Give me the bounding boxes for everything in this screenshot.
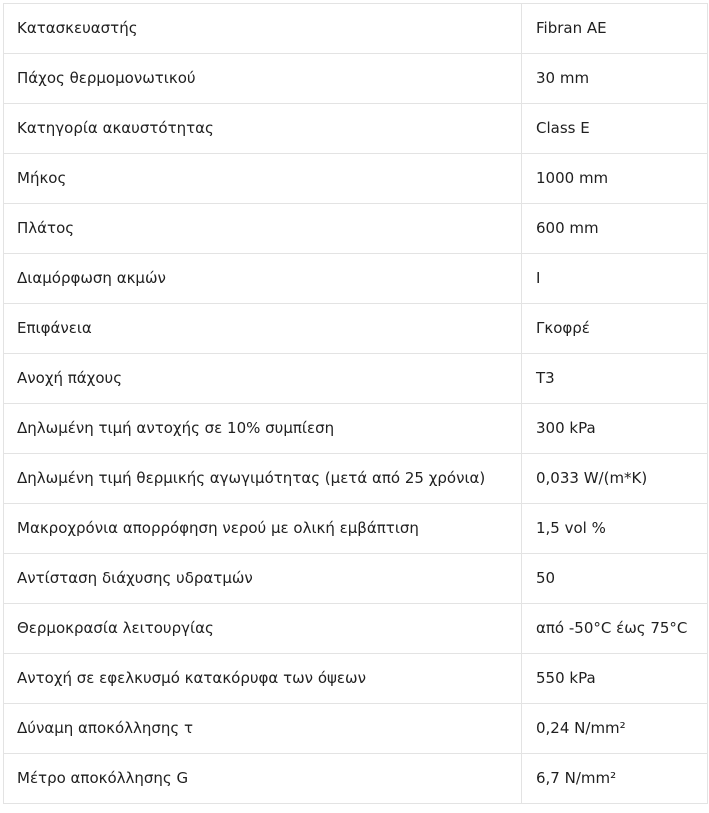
spec-label: Αντίσταση διάχυσης υδρατμών xyxy=(4,554,522,604)
spec-value: 1000 mm xyxy=(522,154,708,204)
spec-label: Ανοχή πάχους xyxy=(4,354,522,404)
spec-value: 50 xyxy=(522,554,708,604)
spec-label: Δύναμη αποκόλλησης τ xyxy=(4,704,522,754)
spec-value: 6,7 N/mm² xyxy=(522,754,708,804)
spec-value: T3 xyxy=(522,354,708,404)
table-row xyxy=(4,404,708,454)
table-row xyxy=(4,304,708,354)
table-row xyxy=(4,4,708,54)
specs-table xyxy=(3,3,708,804)
spec-value: Class E xyxy=(522,104,708,154)
spec-value: Fibran AE xyxy=(522,4,708,54)
spec-value: 30 mm xyxy=(522,54,708,104)
spec-value: 600 mm xyxy=(522,204,708,254)
spec-label: Θερμοκρασία λειτουργίας xyxy=(4,604,522,654)
table-row xyxy=(4,104,708,154)
spec-label: Μήκος xyxy=(4,154,522,204)
spec-value: 0,24 N/mm² xyxy=(522,704,708,754)
spec-value: Γκοφρέ xyxy=(522,304,708,354)
table-row xyxy=(4,554,708,604)
spec-label: Αντοχή σε εφελκυσμό κατακόρυφα των όψεων xyxy=(4,654,522,704)
spec-label: Επιφάνεια xyxy=(4,304,522,354)
table-row xyxy=(4,654,708,704)
table-row xyxy=(4,604,708,654)
table-row xyxy=(4,704,708,754)
spec-value: από -50°C έως 75°C xyxy=(522,604,708,654)
spec-value: 1,5 vol % xyxy=(522,504,708,554)
spec-value: 550 kPa xyxy=(522,654,708,704)
spec-value: 300 kPa xyxy=(522,404,708,454)
table-row xyxy=(4,504,708,554)
table-row xyxy=(4,54,708,104)
spec-value: 0,033 W/(m*K) xyxy=(522,454,708,504)
spec-label: Διαμόρφωση ακμών xyxy=(4,254,522,304)
spec-label: Κατασκευαστής xyxy=(4,4,522,54)
table-row xyxy=(4,754,708,804)
spec-label: Δηλωμένη τιμή αντοχής σε 10% συμπίεση xyxy=(4,404,522,454)
spec-label: Μακροχρόνια απορρόφηση νερού με ολική εμβάπτιση xyxy=(4,504,522,554)
spec-label: Μέτρο αποκόλλησης G xyxy=(4,754,522,804)
spec-label: Δηλωμένη τιμή θερμικής αγωγιμότητας (μετά από 25 χρόνια) xyxy=(4,454,522,504)
spec-value: I xyxy=(522,254,708,304)
table-row xyxy=(4,454,708,504)
spec-label: Πλάτος xyxy=(4,204,522,254)
spec-label: Πάχος θερμομονωτικού xyxy=(4,54,522,104)
table-row xyxy=(4,154,708,204)
spec-label: Κατηγορία ακαυστότητας xyxy=(4,104,522,154)
table-row xyxy=(4,204,708,254)
table-row xyxy=(4,354,708,404)
table-row xyxy=(4,254,708,304)
